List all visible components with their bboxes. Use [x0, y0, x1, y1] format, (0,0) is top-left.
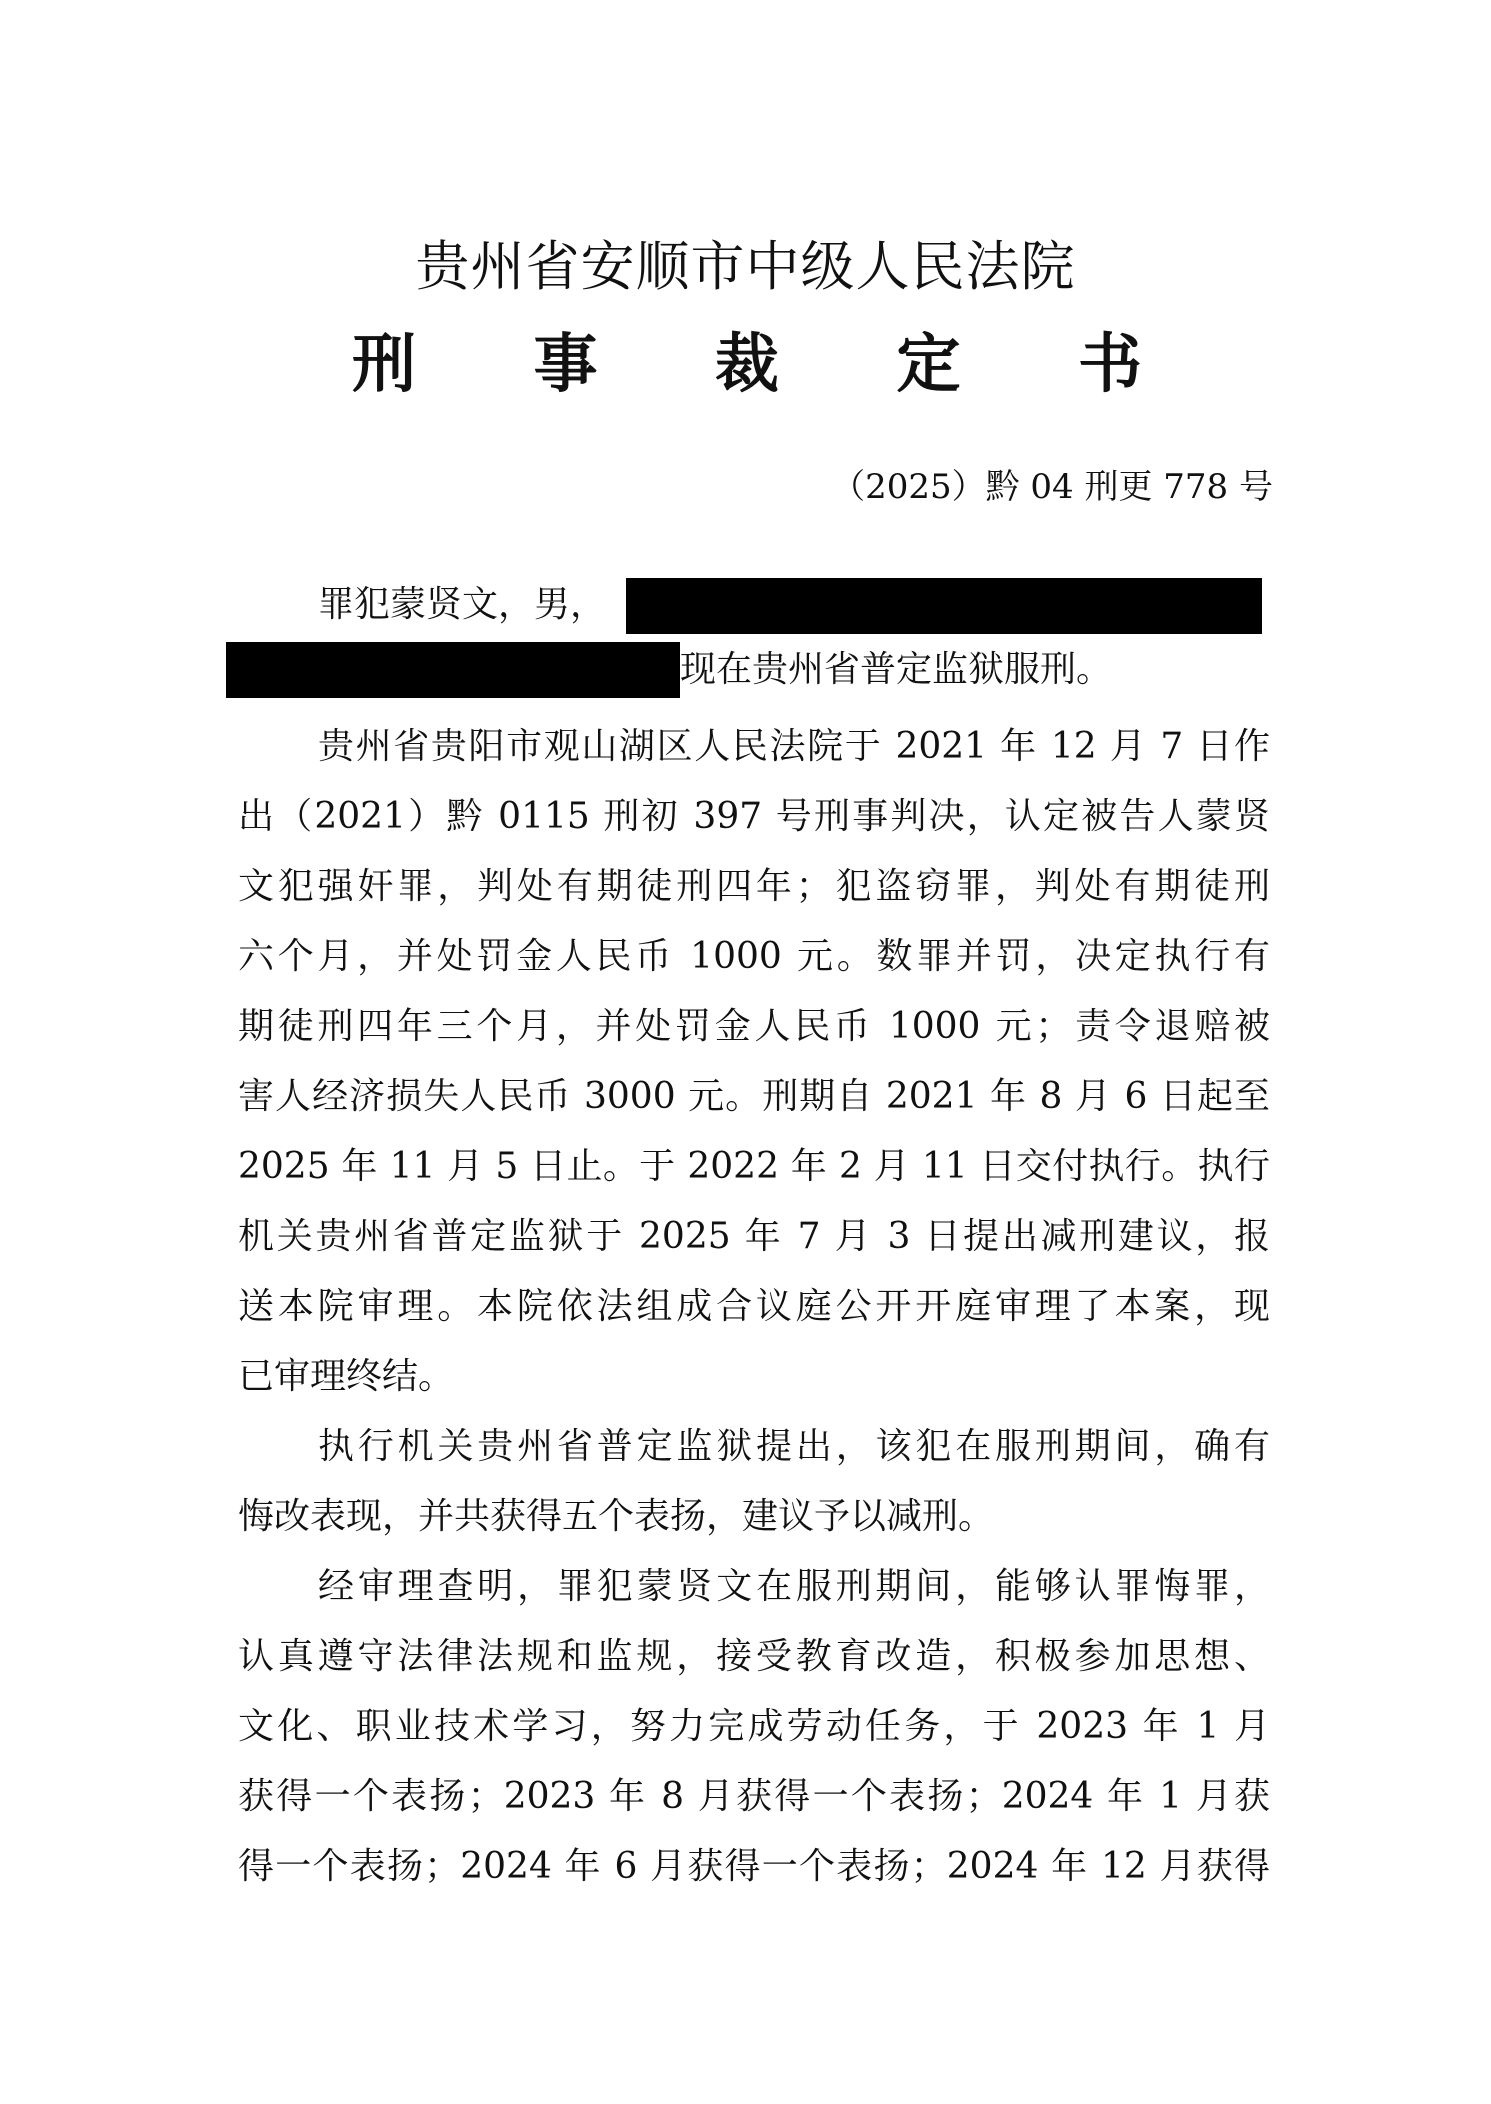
text-line: 送本院审理。本院依法组成合议庭公开开庭审理了本案，现 [238, 1286, 1270, 1327]
text-line: 经审理查明，罪犯蒙贤文在服刑期间，能够认罪悔罪， [318, 1566, 1270, 1607]
title-char: 刑 [352, 328, 416, 402]
text-line: 出（2021）黔 0115 刑初 397 号刑事判决，认定被告人蒙贤 [238, 796, 1270, 837]
text-line: 文犯强奸罪，判处有期徒刑四年；犯盗窃罪，判处有期徒刑 [238, 866, 1270, 907]
paragraph-judgment [238, 712, 1270, 1412]
text-line: 害人经济损失人民币 3000 元。刑期自 2021 年 8 月 6 日起至 [238, 1076, 1270, 1117]
title-char: 书 [1078, 328, 1142, 402]
document-title [352, 325, 1142, 405]
title-char: 裁 [715, 328, 779, 402]
party-suffix: 现在贵州省普定监狱服刑。 [680, 649, 1113, 690]
paragraph-findings [238, 1552, 1270, 1902]
text-line: 六个月，并处罚金人民币 1000 元。数罪并罚，决定执行有 [238, 936, 1270, 977]
redaction-block [226, 642, 680, 698]
court-name: 贵州省安顺市中级人民法院 [415, 235, 1076, 298]
redaction-block [626, 578, 1262, 634]
text-line: 2025 年 11 月 5 日止。于 2022 年 2 月 11 日交付执行。执行 [238, 1146, 1270, 1187]
text-line: 认真遵守法律法规和监规，接受教育改造，积极参加思想、 [238, 1636, 1270, 1677]
text-line: 已审理终结。 [238, 1356, 455, 1397]
text-line: 期徒刑四年三个月，并处罚金人民币 1000 元；责令退赔被 [238, 1006, 1270, 1047]
text-line: 机关贵州省普定监狱于 2025 年 7 月 3 日提出减刑建议，报 [238, 1216, 1270, 1257]
text-line: 贵州省贵阳市观山湖区人民法院于 2021 年 12 月 7 日作 [318, 726, 1270, 767]
title-char: 定 [896, 328, 961, 402]
text-line: 执行机关贵州省普定监狱提出，该犯在服刑期间，确有 [318, 1426, 1270, 1467]
case-number: （2025）黔 04 刑更 778 号 [831, 467, 1273, 507]
text-line: 获得一个表扬；2023 年 8 月获得一个表扬；2024 年 1 月获 [238, 1776, 1270, 1817]
paragraph-proposal [238, 1412, 1270, 1552]
text-line: 悔改表现，并共获得五个表扬，建议予以减刑。 [238, 1496, 995, 1537]
title-char: 事 [533, 328, 598, 402]
party-prefix: 罪犯蒙贤文，男， [318, 584, 607, 625]
text-line: 得一个表扬；2024 年 6 月获得一个表扬；2024 年 12 月获得 [238, 1846, 1270, 1887]
text-line: 文化、职业技术学习，努力完成劳动任务，于 2023 年 1 月 [238, 1706, 1270, 1747]
